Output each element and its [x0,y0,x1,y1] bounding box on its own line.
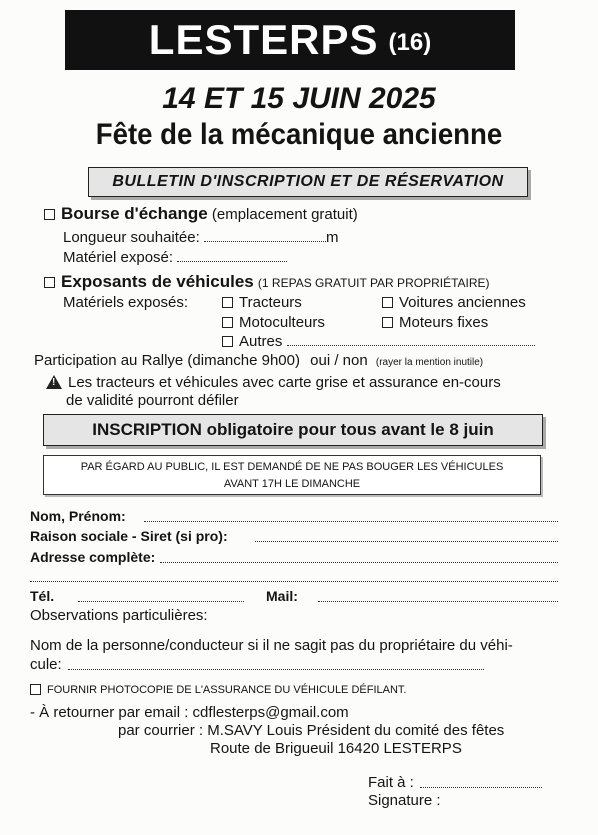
company-label: Raison sociale - Siret (si pro): [30,528,228,544]
warning-line-1 [46,373,501,392]
length-field[interactable] [204,229,326,242]
voitures-label: Voitures anciennes [399,294,526,311]
exposants-note: (1 REPAS GRATUIT PAR PROPRIÉTAIRE) [257,276,490,290]
insurance-checkbox[interactable] [30,684,41,695]
observations-label: Observations particulières: [30,607,208,624]
department-number: (16) [388,29,432,56]
mail-line-2: Route de Brigueuil 16420 LESTERPS [210,740,462,757]
material-label: Matériel exposé: [63,249,174,266]
rallye-note: (rayer la mention inutile) [375,357,484,368]
rallye-label: Participation au Rallye (dimanche 9h00) [34,352,300,369]
exposants-title: Exposants de véhicules [61,272,254,291]
tracteurs-checkbox[interactable] [222,297,233,308]
driver-text-2: cule: [30,656,62,673]
option-moteurs[interactable] [382,314,488,332]
insurance-label: FOURNIR PHOTOCOPIE DE L'ASSURANCE DU VÉHICULE DÉFILANT. [47,684,407,696]
option-voitures[interactable] [382,294,526,312]
autres-checkbox[interactable] [222,336,233,347]
public-notice-line-2: AVANT 17H LE DIMANCHE [223,478,361,490]
title-banner [65,10,515,70]
address-label: Adresse complète: [30,549,156,565]
exposants-checkbox[interactable] [44,277,55,288]
fait-label: Fait à : [368,774,414,791]
bourse-row [44,205,358,224]
warning-icon [46,375,62,389]
inscription-notice: INSCRIPTION obligatoire pour tous avant le 8 juin [43,414,543,446]
public-notice [43,455,541,495]
material-field[interactable] [177,249,287,262]
insurance-row[interactable] [30,683,406,697]
tracteurs-label: Tracteurs [239,294,302,311]
autres-label: Autres [239,333,283,350]
public-notice-line-1: PAR ÉGARD AU PUBLIC, IL EST DEMANDÉ DE NE PAS BOUGER LES VÉHICULES [80,461,504,473]
name-field[interactable] [144,520,558,522]
address-field[interactable] [160,561,558,563]
mail-line-1: par courrier : M.SAVY Louis Président du comité des fêtes [118,722,505,739]
autres-field[interactable] [287,333,535,346]
materials-label: Matériels exposés: [63,294,189,311]
signature-label: Signature : [368,792,441,809]
phone-label: Tél. [30,588,55,604]
motoculteurs-label: Motoculteurs [239,314,325,331]
motoculteurs-checkbox[interactable] [222,317,233,328]
event-dates: 14 ET 15 JUIN 2025 [162,82,436,115]
option-autres[interactable] [222,333,535,351]
warning-text-2: de validité pourront défiler [66,392,239,409]
mail-label: Mail: [266,588,298,604]
email-line: - À retourner par email : cdflesterps@gmail.com [30,704,349,721]
phone-field[interactable] [78,600,244,602]
bulletin-heading: BULLETIN D'INSCRIPTION ET DE RÉSERVATION [88,167,528,197]
length-unit: m [325,229,339,246]
rallye-row [34,352,483,372]
address-field-2[interactable] [30,580,558,582]
driver-field[interactable] [68,668,484,670]
voitures-checkbox[interactable] [382,297,393,308]
length-label: Longueur souhaitée: [63,229,200,246]
bourse-title: Bourse d'échange [61,204,208,223]
bourse-checkbox[interactable] [44,209,55,220]
bourse-note: (emplacement gratuit) [211,206,358,223]
name-label: Nom, Prénom: [30,508,126,524]
length-row [63,229,338,247]
town-name: LESTERPS [148,16,379,63]
exposants-row [44,273,490,292]
material-row [63,249,287,267]
mail-field[interactable] [318,600,558,602]
warning-text-1: Les tracteurs et véhicules avec carte grise et assurance en-cours [68,374,501,391]
fait-field[interactable] [420,786,542,788]
company-field[interactable] [255,540,558,542]
option-tracteurs[interactable] [222,294,302,312]
rallye-choice[interactable]: oui / non [310,352,368,369]
moteurs-checkbox[interactable] [382,317,393,328]
moteurs-label: Moteurs fixes [399,314,489,331]
event-name: Fête de la mécanique ancienne [95,118,503,151]
driver-text-1: Nom de la personne/conducteur si il ne sagit pas du propriétaire du véhi- [30,637,513,654]
option-motoculteurs[interactable] [222,314,325,332]
